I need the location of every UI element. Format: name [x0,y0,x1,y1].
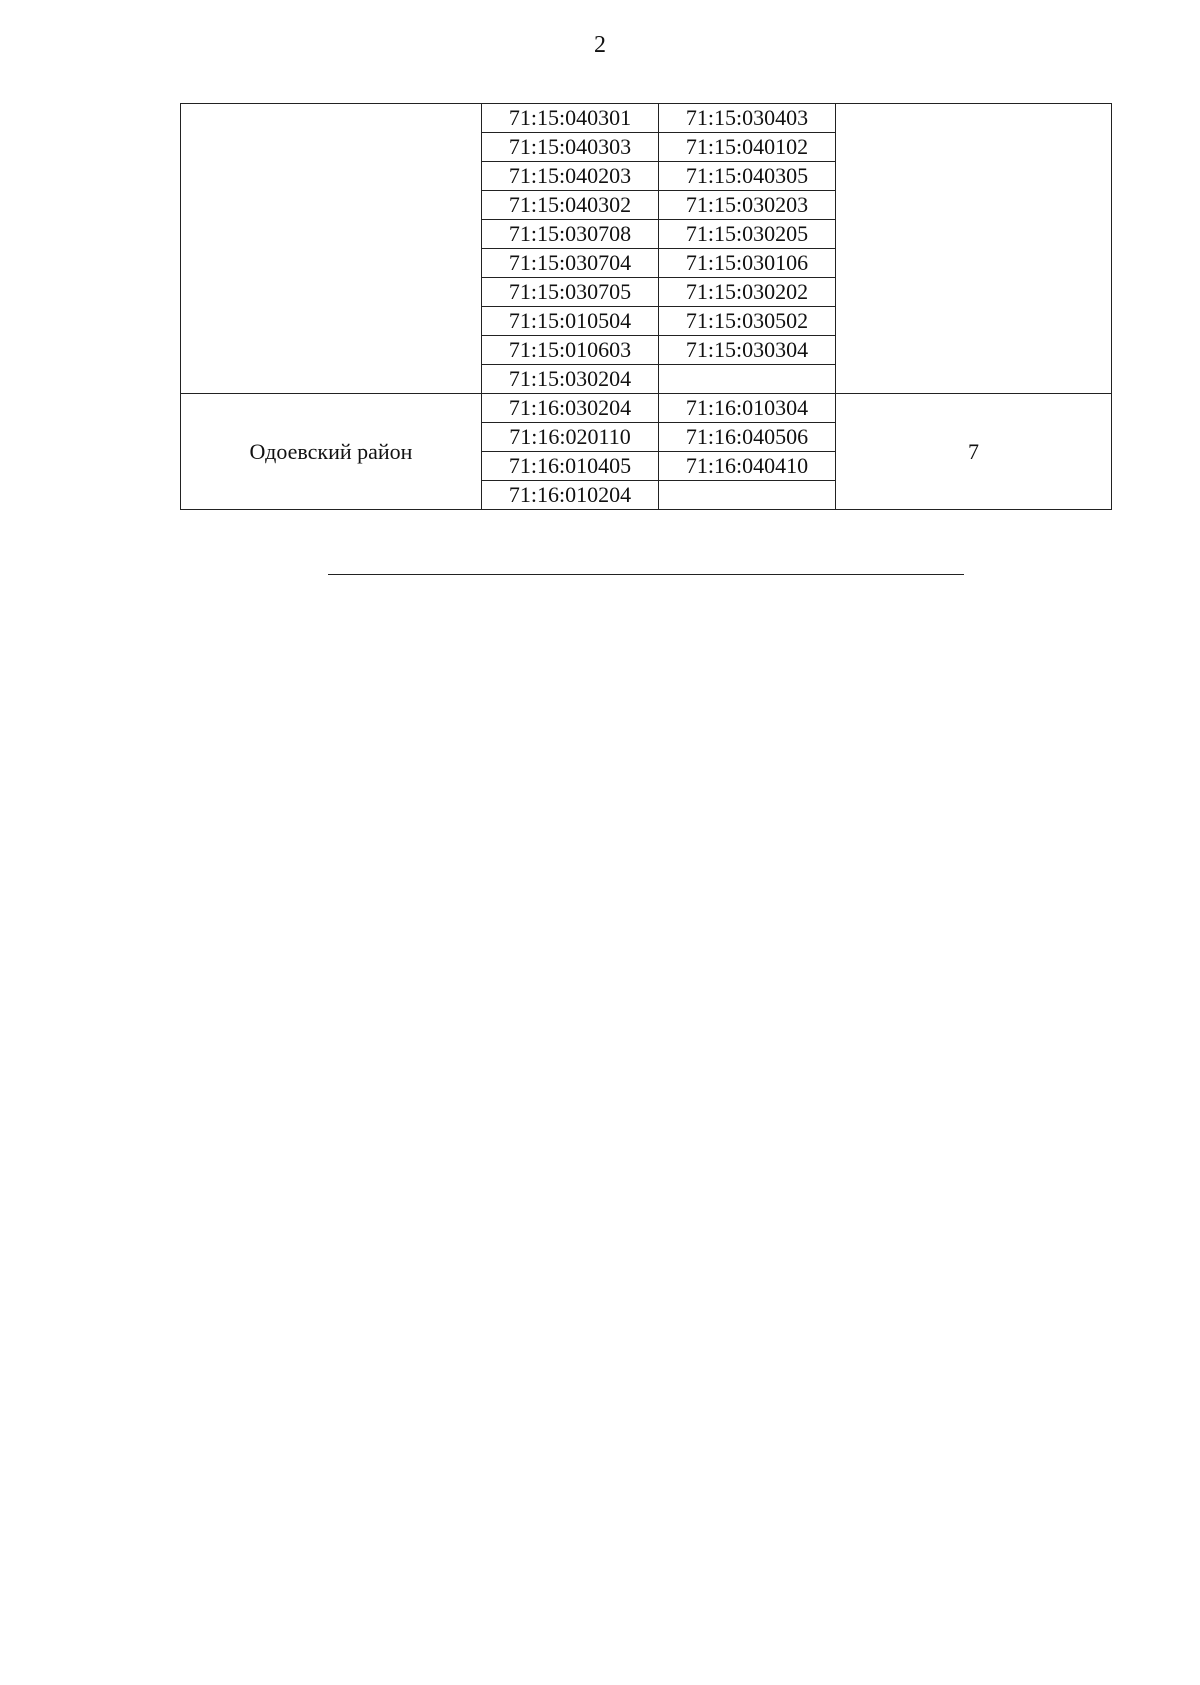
cadastral-code-cell: 71:15:030106 [659,249,836,278]
count-cell [836,104,1112,394]
cadastral-code-cell: 71:15:030403 [659,104,836,133]
cadastral-code-cell: 71:16:040506 [659,423,836,452]
cadastral-code-cell: 71:16:030204 [482,394,659,423]
cadastral-quarters-table [180,103,1112,510]
table-row [181,394,1112,423]
district-cell [181,104,482,394]
cadastral-code-cell: 71:15:030708 [482,220,659,249]
end-of-document-rule [328,574,964,575]
count-cell: 7 [836,394,1112,510]
table-row [181,104,1112,133]
cadastral-code-cell: 71:15:010603 [482,336,659,365]
cadastral-code-cell: 71:15:030203 [659,191,836,220]
cadastral-code-cell: 71:15:010504 [482,307,659,336]
cadastral-code-cell: 71:15:030205 [659,220,836,249]
cadastral-code-cell: 71:15:030705 [482,278,659,307]
page-number: 2 [594,32,606,58]
cadastral-code-cell: 71:16:020110 [482,423,659,452]
cadastral-code-cell: 71:15:030204 [482,365,659,394]
cadastral-code-cell: 71:16:010304 [659,394,836,423]
cadastral-code-cell: 71:15:030304 [659,336,836,365]
cadastral-code-cell: 71:15:030202 [659,278,836,307]
cadastral-code-cell: 71:15:040303 [482,133,659,162]
empty-cell [659,481,836,510]
cadastral-code-cell: 71:15:040305 [659,162,836,191]
cadastral-code-cell: 71:16:040410 [659,452,836,481]
empty-cell [659,365,836,394]
cadastral-code-cell: 71:15:040203 [482,162,659,191]
cadastral-code-cell: 71:15:040302 [482,191,659,220]
cadastral-code-cell: 71:15:030502 [659,307,836,336]
cadastral-code-cell: 71:15:040301 [482,104,659,133]
cadastral-code-cell: 71:16:010405 [482,452,659,481]
cadastral-code-cell: 71:16:010204 [482,481,659,510]
cadastral-code-cell: 71:15:030704 [482,249,659,278]
cadastral-code-cell: 71:15:040102 [659,133,836,162]
district-cell: Одоевский район [181,394,482,510]
